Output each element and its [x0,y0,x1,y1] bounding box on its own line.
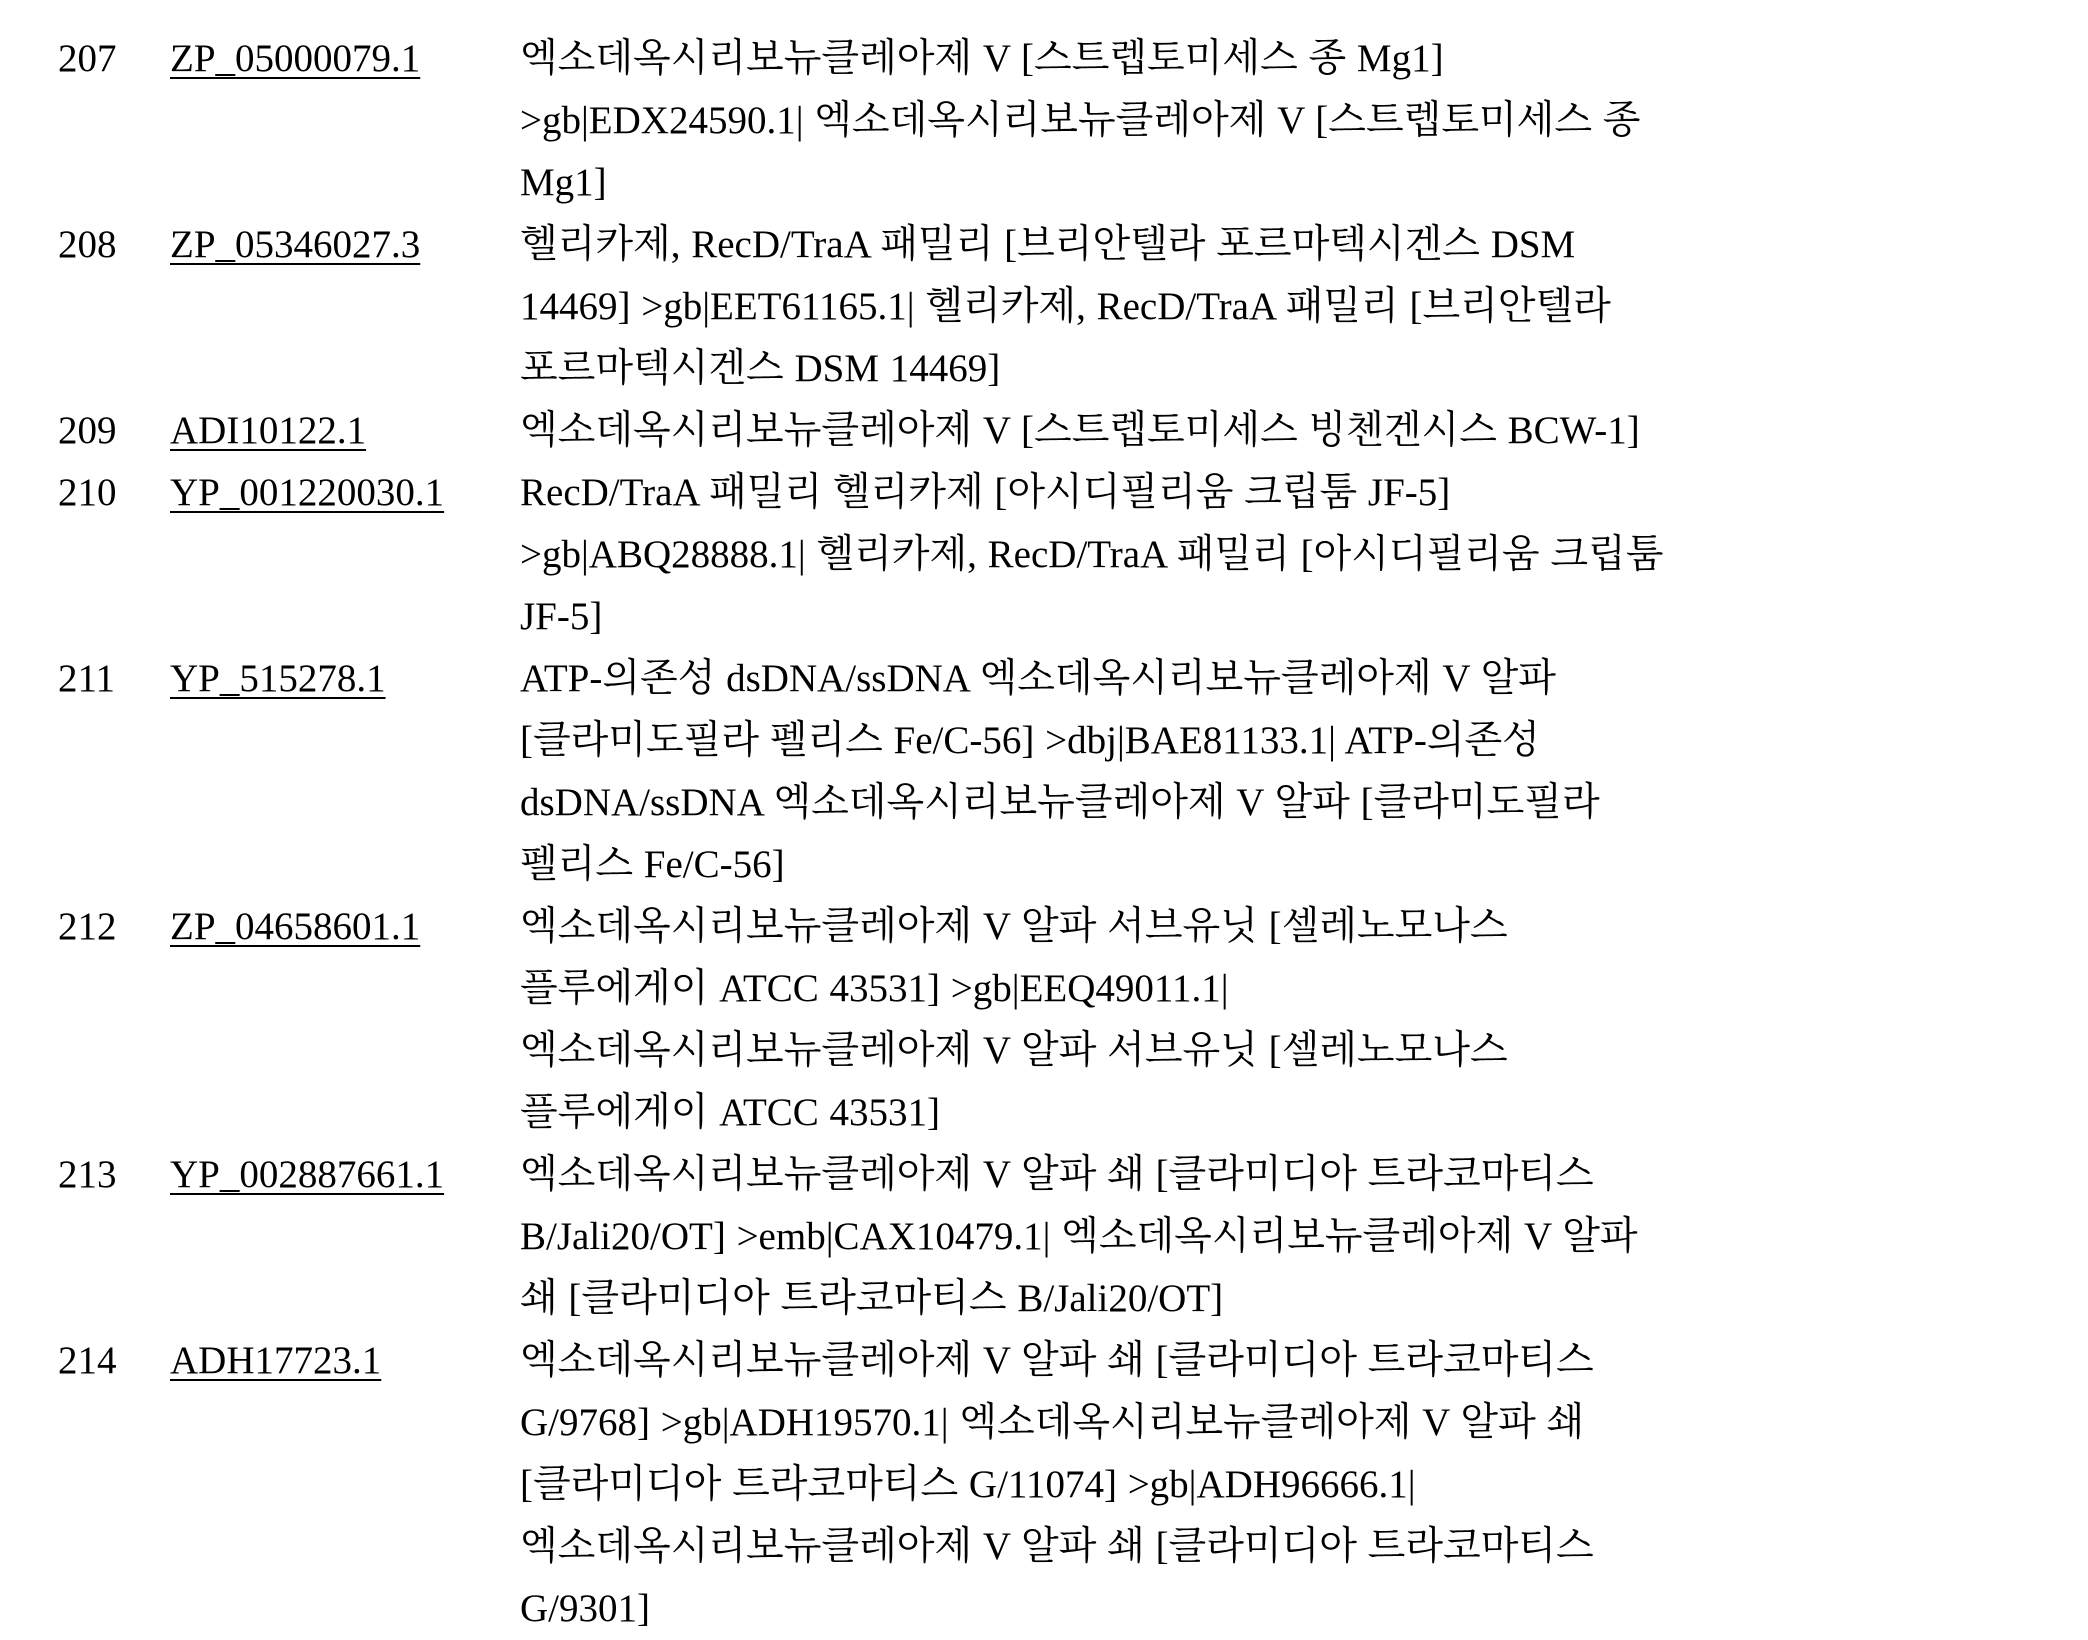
description-line: 14469] >gb|EET61165.1| 헬리카제, RecD/TraA 패밀리 [브리안텔라 [520,285,1611,328]
description-line: >gb|ABQ28888.1| 헬리카제, RecD/TraA 패밀리 [아시디필리움 크립툼 [520,533,1664,576]
description-cell [520,648,2048,896]
row-number: 207 [58,37,117,80]
accession-link[interactable]: ADI10122.1 [170,409,367,452]
table-row [40,1330,2048,1640]
table-body [40,28,2048,1640]
table-row [40,400,2048,462]
description-cell [520,214,2048,400]
description-line: 펠리스 Fe/C-56] [520,843,785,886]
description-line: 엑소데옥시리보뉴클레아제 V [스트렙토미세스 종 Mg1] [520,37,1444,80]
description-line: [클라미도필라 펠리스 Fe/C-56] >dbj|BAE81133.1| ATP-의존성 [520,719,1540,762]
description-line: 엑소데옥시리보뉴클레아제 V [스트렙토미세스 빙첸겐시스 BCW-1] [520,409,1640,452]
description-line: 플루에게이 ATCC 43531] >gb|EEQ49011.1| [520,967,1229,1010]
table-row [40,1144,2048,1330]
row-number: 212 [58,905,117,948]
row-number: 213 [58,1153,117,1196]
accession-cell [170,28,520,214]
description-line: B/Jali20/OT] >emb|CAX10479.1| 엑소데옥시리보뉴클레아제 V 알파 [520,1215,1638,1258]
description-line: dsDNA/ssDNA 엑소데옥시리보뉴클레아제 V 알파 [클라미도필라 [520,781,1600,824]
accession-link[interactable]: ZP_04658601.1 [170,905,421,948]
row-number: 211 [58,657,116,700]
accession-cell [170,462,520,648]
description-line: JF-5] [520,595,603,638]
description-line: 엑소데옥시리보뉴클레아제 V 알파 쇄 [클라미디아 트라코마티스 [520,1153,1594,1196]
accession-link[interactable]: YP_002887661.1 [170,1153,445,1196]
table-row [40,462,2048,648]
sequence-listing-table [40,28,2048,1640]
description-line: RecD/TraA 패밀리 헬리카제 [아시디필리움 크립툼 JF-5] [520,471,1451,514]
accession-link[interactable]: YP_001220030.1 [170,471,445,514]
description-line: G/9768] >gb|ADH19570.1| 엑소데옥시리보뉴클레아제 V 알파 쇄 [520,1401,1585,1444]
description-line: 쇄 [클라미디아 트라코마티스 B/Jali20/OT] [520,1277,1224,1320]
description-cell [520,896,2048,1144]
accession-link[interactable]: ZP_05346027.3 [170,223,421,266]
accession-cell [170,1144,520,1330]
accession-cell [170,1330,520,1640]
description-line: >gb|EDX24590.1| 엑소데옥시리보뉴클레아제 V [스트렙토미세스 종 [520,99,1641,142]
accession-cell [170,400,520,462]
description-cell [520,462,2048,648]
table-row [40,648,2048,896]
accession-link[interactable]: YP_515278.1 [170,657,386,700]
row-number: 210 [58,471,117,514]
accession-cell [170,896,520,1144]
description-line: 엑소데옥시리보뉴클레아제 V 알파 쇄 [클라미디아 트라코마티스 [520,1525,1594,1568]
accession-link[interactable]: ADH17723.1 [170,1339,382,1382]
description-line: Mg1] [520,161,607,204]
description-line: 엑소데옥시리보뉴클레아제 V 알파 쇄 [클라미디아 트라코마티스 [520,1339,1594,1382]
accession-cell [170,214,520,400]
table-row [40,214,2048,400]
accession-cell [170,648,520,896]
description-cell [520,28,2048,214]
description-line: 플루에게이 ATCC 43531] [520,1091,941,1134]
accession-link[interactable]: ZP_05000079.1 [170,37,421,80]
description-cell [520,400,2048,462]
description-cell [520,1330,2048,1640]
description-line: 엑소데옥시리보뉴클레아제 V 알파 서브유닛 [셀레노모나스 [520,905,1508,948]
table-row [40,896,2048,1144]
row-number: 214 [58,1339,117,1382]
description-line: 헬리카제, RecD/TraA 패밀리 [브리안텔라 포르마텍시겐스 DSM [520,223,1576,266]
description-line: ATP-의존성 dsDNA/ssDNA 엑소데옥시리보뉴클레아제 V 알파 [520,657,1556,700]
description-line: 포르마텍시겐스 DSM 14469] [520,347,1001,390]
description-cell [520,1144,2048,1330]
row-number: 209 [58,409,117,452]
row-number: 208 [58,223,117,266]
description-line: [클라미디아 트라코마티스 G/11074] >gb|ADH96666.1| [520,1463,1416,1506]
description-line: G/9301] [520,1587,650,1630]
description-line: 엑소데옥시리보뉴클레아제 V 알파 서브유닛 [셀레노모나스 [520,1029,1508,1072]
table-row [40,28,2048,214]
